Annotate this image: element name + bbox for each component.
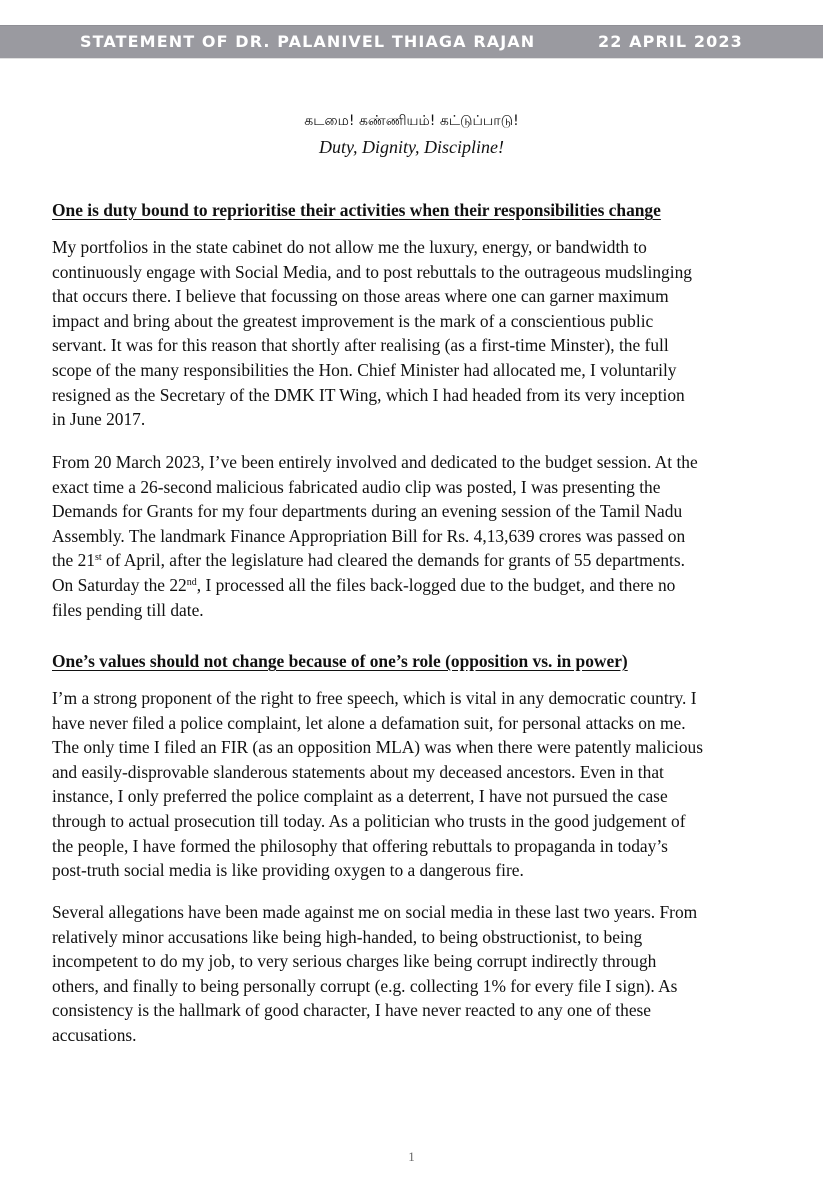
text-line: consistency is the hallmark of good character, I have never reacted to any one of these [52, 1000, 652, 1021]
text-line: that occurs there. I believe that focussing on those areas where one can garner maximum [52, 286, 669, 307]
text-line: post-truth social media is like providing oxygen to a dangerous fire. [52, 860, 524, 881]
document-header-bar [0, 25, 823, 59]
text-line: continuously engage with Social Media, and to post rebuttals to the outrageous mudslinging [52, 261, 692, 282]
paragraph-allegations [52, 900, 782, 1048]
text-line: resigned as the Secretary of the DMK IT Wing, which I had headed from its very inception [52, 384, 685, 405]
text-line: The only time I filed an FIR (as an opposition MLA) was when there were patently malicious [52, 737, 704, 758]
paragraph-free-speech [52, 686, 782, 883]
text-line: I’m a strong proponent of the right to free speech, which is vital in any democratic country. I [52, 688, 697, 708]
text-line: impact and bring about the greatest improvement is the mark of a conscientious public [52, 310, 654, 331]
text-line: My portfolios in the state cabinet do not allow me the luxury, energy, or bandwidth to [52, 237, 647, 257]
text-line: On Saturday the 22nd, I processed all the files back-logged due to the budget, and there no [52, 574, 676, 595]
text-line: and easily-disprovable slanderous statements about my deceased ancestors. Even in that [52, 761, 664, 782]
text-line: instance, I only preferred the police complaint as a deterrent, I have not pursued the case [52, 786, 668, 807]
english-motto: Duty, Dignity, Discipline! [319, 137, 504, 157]
text-line: in June 2017. [52, 409, 146, 430]
paragraph-portfolios [52, 235, 782, 432]
page-number: 1 [408, 1149, 415, 1164]
text-line: through to actual prosecution till today. As a politician who trusts in the good judgement of [52, 810, 686, 831]
text-line: incompetent to do my job, to very serious charges like being corrupt indirectly through [52, 951, 657, 972]
text-line: the 21st of April, after the legislature had cleared the demands for grants of 55 departments. [52, 550, 685, 571]
section-heading-values: One’s values should not change because of one’s role (opposition vs. in power) [52, 651, 628, 671]
text-line: files pending till date. [52, 599, 204, 620]
section-heading-duty: One is duty bound to reprioritise their activities when their responsibilities change [52, 200, 661, 220]
text-line: others, and finally to being personally corrupt (e.g. collecting 1% for every file I sign). As [52, 975, 678, 996]
text-line: accusations. [52, 1024, 137, 1045]
text-line: Assembly. The landmark Finance Appropriation Bill for Rs. 4,13,639 crores was passed on [52, 525, 686, 546]
text-line: relatively minor accusations like being high-handed, to being obstructionist, to being [52, 926, 643, 947]
text-line: exact time a 26-second malicious fabricated audio clip was posted, I was presenting the [52, 476, 661, 497]
statement-title: STATEMENT OF DR. PALANIVEL THIAGA RAJAN [80, 32, 536, 51]
statement-date: 22 APRIL 2023 [598, 32, 743, 51]
text-line: Several allegations have been made against me on social media in these last two years. From [52, 902, 698, 922]
text-line: the people, I have formed the philosophy that offering rebuttals to propaganda in today’s [52, 835, 668, 856]
tamil-motto: கடமை! கண்ணியம்! கட்டுப்பாடு! [304, 113, 519, 129]
text-line: From 20 March 2023, I’ve been entirely involved and dedicated to the budget session. At the [52, 452, 698, 472]
text-line: have never filed a police complaint, let alone a defamation suit, for personal attacks on me. [52, 712, 686, 733]
text-line: Demands for Grants for my four departments during an evening session of the Tamil Nadu [52, 501, 683, 522]
text-line: servant. It was for this reason that shortly after realising (as a first-time Minster), the full [52, 335, 669, 356]
text-line: scope of the many responsibilities the Hon. Chief Minister had allocated me, I voluntarily [52, 359, 677, 380]
paragraph-budget-session [52, 450, 782, 622]
